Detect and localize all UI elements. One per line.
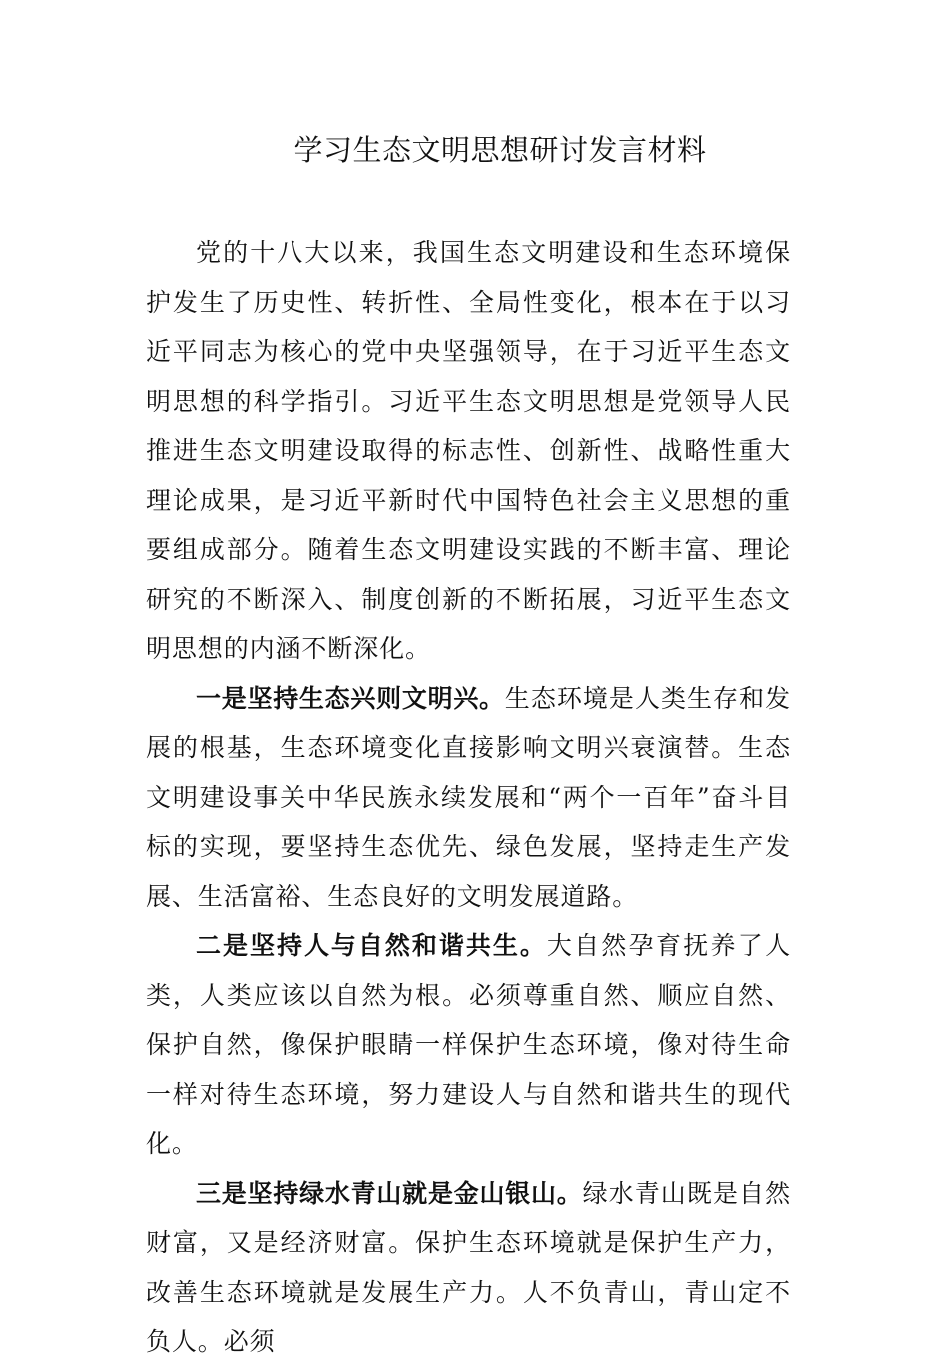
paragraph-point-one-lead: 一是坚持生态兴则文明兴。 bbox=[196, 683, 505, 713]
paragraph-point-three bbox=[146, 1169, 791, 1367]
paragraph-intro-text: 党的十八大以来，我国生态文明建设和生态环境保护发生了历史性、转折性、全局性变化，根本在于以习近平同志为核心的党中央坚强领导，在于习近平生态文明思想的科学指引。习近平生态文明思想是党领导人民推进生态文明建设取得的标志性、创新性、战略性重大理论成果，是习近平新时代中国特色社会主义思想的重要组成部分。随着生态文明建设实践的不断丰富、理论研究的不断深入、制度创新的不断拓展，习近平生态文明思想的内涵不断深化。 bbox=[146, 238, 791, 663]
paragraph-point-three-lead: 三是坚持绿水青山就是金山银山。 bbox=[196, 1178, 583, 1208]
document-body bbox=[146, 228, 791, 1367]
paragraph-point-one bbox=[146, 674, 791, 922]
paragraph-point-two-text: 大自然孕育抚养了人类，人类应该以自然为根。必须尊重自然、顺应自然、保护自然，像保护眼睛一样保护生态环境，像对待生命一样对待生态环境，努力建设人与自然和谐共生的现代化。 bbox=[146, 931, 791, 1158]
paragraph-intro bbox=[146, 228, 791, 674]
paragraph-point-two bbox=[146, 921, 791, 1169]
page-title: 学习生态文明思想研讨发言材料 bbox=[293, 133, 707, 167]
paragraph-point-one-text: 生态环境是人类生存和发展的根基，生态环境变化直接影响文明兴衰演替。生态文明建设事关中华民族永续发展和“两个一百年”奋斗目标的实现，要坚持生态优先、绿色发展，坚持走生产发展、生活富裕、生态良好的文明发展道路。 bbox=[146, 683, 791, 911]
paragraph-point-two-lead: 二是坚持人与自然和谐共生。 bbox=[196, 931, 547, 960]
paragraph-point-three-text: 绿水青山既是自然财富，又是经济财富。保护生态环境就是保护生产力，改善生态环境就是发展生产力。人不负青山，青山定不负人。必须 bbox=[146, 1178, 791, 1356]
